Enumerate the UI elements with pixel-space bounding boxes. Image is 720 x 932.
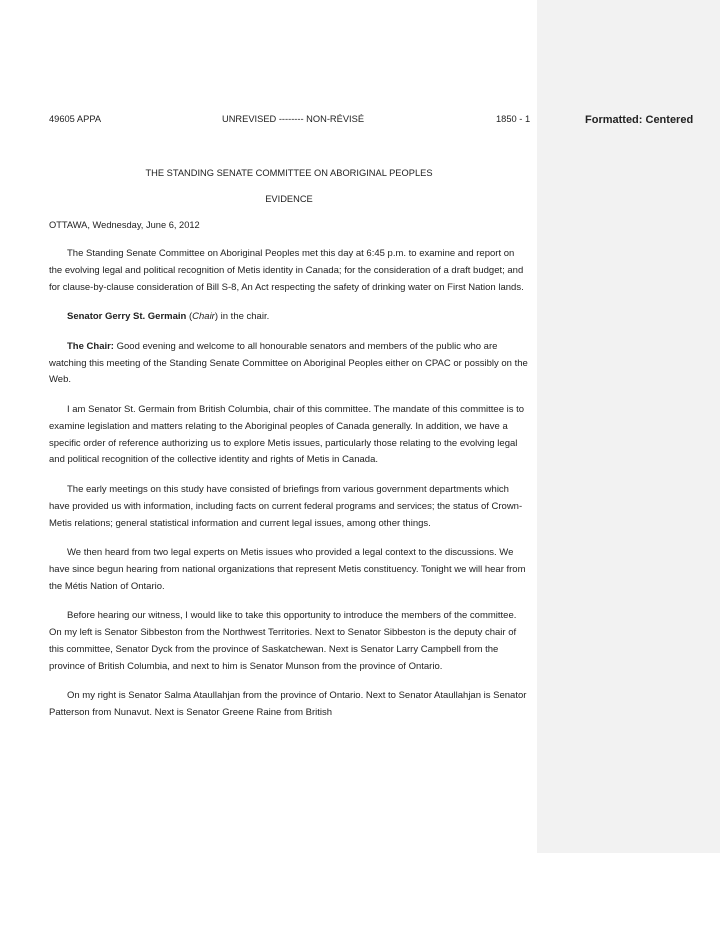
- committee-title: THE STANDING SENATE COMMITTEE ON ABORIGINAL PEOPLES: [145, 168, 433, 178]
- header-page-number: 1850 - 1: [496, 114, 531, 124]
- chair-suffix: ) in the chair.: [214, 311, 270, 323]
- evidence-heading: EVIDENCE: [265, 194, 313, 204]
- paragraph-members-right: On my right is Senator Salma Ataullahjan from the province of Ontario. Next to Senator Ataullahjan is Senator Patterson from Nunavut. Next is Senator Greene Raine from British: [49, 690, 527, 719]
- paragraph-chair-welcome: [49, 339, 529, 389]
- paragraph-legal-experts: We then heard from two legal experts on Metis issues who provided a legal context to the discussions. We have since begun hearing from national organizations that represent Metis constituency. Tonight we will hear from the Métis Nation of Ontario.: [49, 547, 526, 592]
- chair-open-paren: (: [186, 311, 193, 323]
- dateline: OTTAWA, Wednesday, June 6, 2012: [49, 220, 200, 230]
- header-revision-status: UNREVISED -------- NON-RÉVISÉ: [222, 114, 365, 124]
- paragraph-chair-line: [49, 309, 529, 326]
- paragraph-members-left: Before hearing our witness, I would like to take this opportunity to introduce the members of the committee. On my left is Senator Sibbeston from the Northwest Territories. Next to Senator Sibbeston is the deputy chair of this committee, Senator Dyck from the province of Saskatchewan. Next is Senator Larry Campbell from the province of British Columbia, and next to him is Senator Munson from the province of Ontario.: [49, 610, 517, 672]
- welcome-text: Good evening and welcome to all honourable senators and members of the public who are watching this meeting of the Standing Senate Committee on Aboriginal Peoples either on CPAC or possibly on the Web.: [49, 340, 528, 386]
- chair-role: Chair: [192, 311, 215, 323]
- speaker-label: The Chair:: [67, 340, 114, 352]
- chair-name: Senator Gerry St. Germain: [67, 311, 187, 323]
- transcript-body: [49, 246, 529, 735]
- comment-margin-pane: [537, 0, 720, 853]
- paragraph-early-meetings: The early meetings on this study have consisted of briefings from various government departments which have provided us with information, including facts on current federal programs and services; the status of Crown-Metis relations; general statistical information and current legal issues, among other things.: [49, 483, 523, 529]
- paragraph-mandate: I am Senator St. Germain from British Columbia, chair of this committee. The mandate of this committee is to examine legislation and matters relating to the Aboriginal peoples of Canada generally. In addition, we have a specific order of reference authorizing us to explore Metis issues, particularly those relating to the evolving legal and political recognition of the collective identity and rights of Metis in Canada.: [49, 403, 525, 466]
- header-document-number: 49605 APPA: [49, 114, 102, 124]
- paragraph-intro: The Standing Senate Committee on Aboriginal Peoples met this day at 6:45 p.m. to examine and report on the evolving legal and political recognition of Metis identity in Canada; for the consideration of a draft budget; and for clause-by-clause consideration of Bill S-8, An Act respecting the safety of drinking water on First Nation lands.: [49, 248, 524, 293]
- formatting-comment[interactable]: Formatted: Centered: [585, 114, 694, 126]
